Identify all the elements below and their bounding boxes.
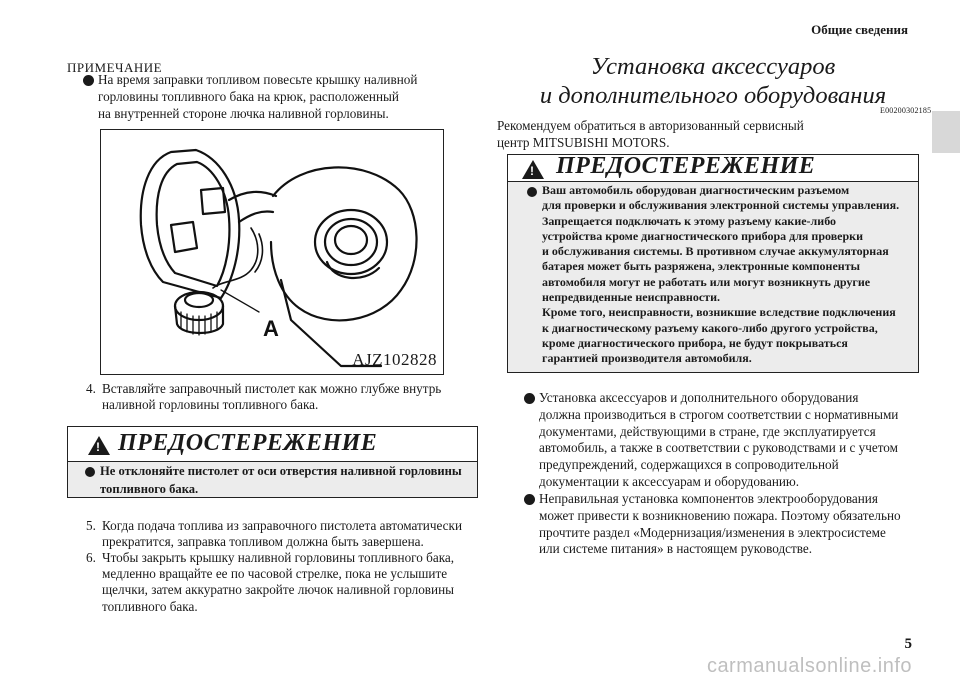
warning-triangle-icon: ! bbox=[88, 436, 110, 455]
watermark: carmanualsonline.info bbox=[706, 655, 912, 677]
warning-box-right bbox=[507, 154, 919, 373]
body-line: документами, действующими в стране, где эксплуатируется bbox=[539, 423, 876, 439]
step-line: Вставляйте заправочный пистолет как можно глубже внутрь bbox=[102, 381, 442, 396]
step-number: 4. bbox=[86, 381, 96, 396]
callout-label: A bbox=[263, 316, 279, 341]
body-line: прочтите раздел «Модернизация/изменения в электросистеме bbox=[539, 524, 886, 540]
step-line: Чтобы закрыть крышку наливной горловины топливного бака, bbox=[102, 550, 455, 565]
body-line: может привести к возникновению пожара. Поэтому обязательно bbox=[539, 507, 901, 523]
note-line: горловины топливного бака на крюк, расположенный bbox=[98, 88, 399, 104]
section-tab bbox=[932, 111, 960, 153]
step-number: 5. bbox=[86, 518, 96, 533]
body-line: автомобиль, а также в соответствии с руководствами и с учетом bbox=[539, 440, 898, 456]
bullet-icon bbox=[524, 393, 535, 404]
warning-line: Ваш автомобиль оборудован диагностическим разъемом bbox=[542, 183, 850, 197]
warning-line: кроме диагностического прибора, не будут покрываться bbox=[542, 335, 848, 350]
fuel-cap-figure bbox=[100, 129, 444, 375]
warning-line: батарея может быть разряжена, электронные компоненты bbox=[542, 259, 860, 274]
warning-title: ПРЕДОСТЕРЕЖЕНИЕ bbox=[118, 430, 378, 456]
step-5 bbox=[86, 518, 486, 550]
warning-line: Кроме того, неисправности, возникшие вследствие подключения bbox=[542, 305, 896, 320]
page-number: 5 bbox=[904, 636, 912, 652]
intro-text bbox=[497, 117, 927, 151]
section-code: E00200302185 bbox=[880, 106, 932, 115]
step-line: топливного бака. bbox=[102, 598, 198, 614]
step-line: Когда подача топлива из заправочного пистолета автоматически bbox=[102, 518, 462, 533]
note-line: На время заправки топливом повесьте крышку наливной bbox=[98, 72, 418, 87]
section-title bbox=[497, 52, 929, 110]
accessory-bullet-2 bbox=[524, 491, 934, 558]
warning-line: к диагностическому разъему какого-либо другого устройства, bbox=[542, 320, 878, 335]
bullet-icon bbox=[527, 187, 537, 197]
body-line: должна производиться в строгом соответствии с нормативными bbox=[539, 406, 899, 422]
step-line: щелчки, затем аккуратно закройте лючок наливной горловины bbox=[102, 582, 455, 598]
warning-title: ПРЕДОСТЕРЕЖЕНИЕ bbox=[556, 153, 816, 179]
warning-line: непредвиденные неисправности. bbox=[542, 290, 720, 305]
step-line: наливной горловины топливного бака. bbox=[102, 397, 319, 413]
warning-line: устройства кроме диагностического прибора для проверки bbox=[542, 228, 864, 243]
warning-line: автомобиля могут не работать или могут возникнуть другие bbox=[542, 274, 871, 289]
bullet-icon bbox=[524, 494, 535, 505]
intro-line: центр MITSUBISHI MOTORS. bbox=[497, 135, 670, 150]
body-line: или системе питания» в настоящем руководстве. bbox=[539, 541, 813, 557]
figure-code: AJZ102828 bbox=[352, 350, 437, 369]
warning-text bbox=[527, 183, 915, 367]
bullet-icon bbox=[83, 75, 94, 86]
warning-line: Запрещается подключать к этому разъему какие-либо bbox=[542, 213, 837, 228]
step-line: медленно вращайте ее по часовой стрелке, пока не услышите bbox=[102, 566, 448, 582]
fuel-door-illustration bbox=[101, 130, 443, 374]
warning-triangle-icon: ! bbox=[522, 160, 544, 179]
warning-box-left bbox=[67, 426, 478, 498]
note-line: на внутренней стороне лючка наливной горловины. bbox=[98, 105, 389, 121]
warning-header bbox=[68, 427, 477, 462]
warning-line: гарантией производителя автомобиля. bbox=[542, 351, 752, 366]
warning-header bbox=[508, 155, 918, 182]
warning-line: для проверки и обслуживания электронной системы управления. bbox=[542, 198, 900, 213]
warning-line: и обслуживания системы. В противном случае аккумуляторная bbox=[542, 244, 889, 259]
note-bullet bbox=[83, 72, 463, 122]
step-number: 6. bbox=[86, 550, 96, 565]
step-6 bbox=[86, 550, 486, 615]
step-4 bbox=[86, 381, 486, 413]
warning-line: Не отклоняйте пистолет от оси отверстия наливной горловины bbox=[100, 464, 462, 478]
body-line: документации к аксессуарам и оборудованию. bbox=[539, 473, 800, 489]
intro-line: Рекомендуем обратиться в авторизованный сервисный bbox=[497, 118, 804, 133]
step-line: прекратится, заправка топливом должна быть завершена. bbox=[102, 534, 424, 550]
accessory-bullet-1 bbox=[524, 390, 934, 491]
section-title-line: Установка аксессуаров bbox=[590, 53, 836, 80]
bullet-icon bbox=[85, 467, 95, 477]
body-line: Неправильная установка компонентов электрооборудования bbox=[539, 491, 878, 506]
body-line: предупреждений, содержащихся в сопроводительной bbox=[539, 457, 839, 473]
warning-line: топливного бака. bbox=[100, 481, 199, 496]
page-header: Общие сведения bbox=[811, 22, 908, 37]
warning-text bbox=[85, 463, 470, 498]
body-line: Установка аксессуаров и дополнительного оборудования bbox=[539, 390, 859, 405]
note-title: ПРИМЕЧАНИЕ bbox=[67, 60, 163, 75]
section-title-line: и дополнительного оборудования bbox=[539, 82, 887, 109]
